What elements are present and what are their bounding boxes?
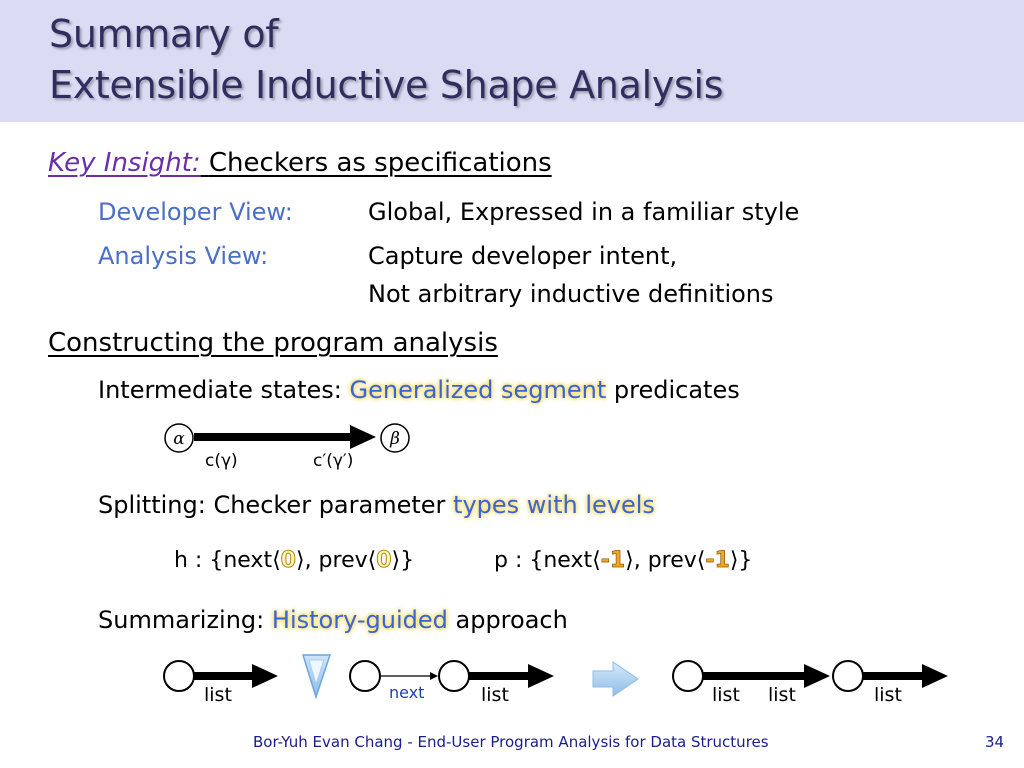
p-prev-level: -1 (705, 548, 730, 573)
developer-view-value: Global, Expressed in a familiar style (368, 198, 800, 226)
list-node (673, 661, 703, 691)
list-label: list (712, 684, 740, 706)
key-insight-label: Key Insight: (48, 148, 201, 178)
p-type-mid: ⟩, prev⟨ (625, 548, 706, 573)
segment-diagram (165, 424, 409, 471)
page-number: 34 (985, 733, 1005, 751)
history-guided-highlight: History-guided (271, 606, 448, 634)
summarizing-suffix: approach (455, 606, 568, 634)
right-result-diagram (673, 661, 948, 706)
types-with-levels-highlight: types with levels (453, 491, 655, 519)
h-type-mid: ⟩, prev⟨ (295, 548, 377, 573)
slide-title-line-2: Extensible Inductive Shape Analysis (49, 63, 724, 107)
alpha-node-label: α (173, 429, 185, 449)
list-label: list (768, 684, 796, 706)
next-arrowhead (430, 672, 438, 680)
list-node (164, 661, 194, 691)
analysis-view-value-1: Capture developer intent, (368, 242, 678, 270)
slide-title-line-1: Summary of (49, 12, 279, 56)
list-label: list (874, 684, 902, 706)
p-type-suffix: ⟩} (729, 548, 753, 573)
h-type-prefix: h : {next⟨ (174, 548, 281, 573)
beta-node-label: β (390, 429, 400, 449)
analysis-view-label: Analysis View: (98, 242, 269, 270)
p-type-prefix: p : {next⟨ (494, 548, 601, 573)
key-insight-text: Checkers as specifications (208, 148, 552, 178)
list-arrowhead (922, 664, 948, 688)
intermediate-prefix: Intermediate states: (98, 376, 342, 404)
list-arrowhead (528, 664, 554, 688)
splitting-prefix: Splitting: Checker parameter (98, 491, 446, 519)
summarizing-prefix: Summarizing: (98, 606, 265, 634)
analysis-view-value-2: Not arbitrary inductive definitions (368, 280, 774, 308)
segment-arrowhead (350, 425, 376, 449)
left-list-segment (164, 661, 278, 706)
h-prev-level: 0 (376, 548, 392, 573)
c-gamma-label: c(γ) (205, 451, 238, 471)
next-label: next (389, 683, 425, 702)
history-node (350, 661, 380, 691)
p-next-level: -1 (600, 548, 626, 573)
list-node (439, 661, 469, 691)
generalized-segment-highlight: Generalized segment (349, 376, 607, 404)
result-arrow-icon (593, 662, 638, 696)
list-label: list (481, 684, 509, 706)
constructing-heading: Constructing the program analysis (48, 328, 498, 358)
footer-text: Bor-Yuh Evan Chang - End-User Program Analysis for Data Structures (253, 733, 769, 751)
list-node (833, 661, 863, 691)
c-prime-gamma-label: c′(γ′) (313, 451, 354, 471)
h-type-suffix: ⟩} (391, 548, 415, 573)
list-arrowhead (804, 664, 830, 688)
list-arrowhead (252, 664, 278, 688)
list-label: list (204, 684, 232, 706)
h-next-level: 0 (280, 548, 296, 573)
developer-view-label: Developer View: (98, 198, 293, 226)
middle-history-diagram (350, 661, 554, 706)
intermediate-suffix: predicates (613, 376, 740, 404)
